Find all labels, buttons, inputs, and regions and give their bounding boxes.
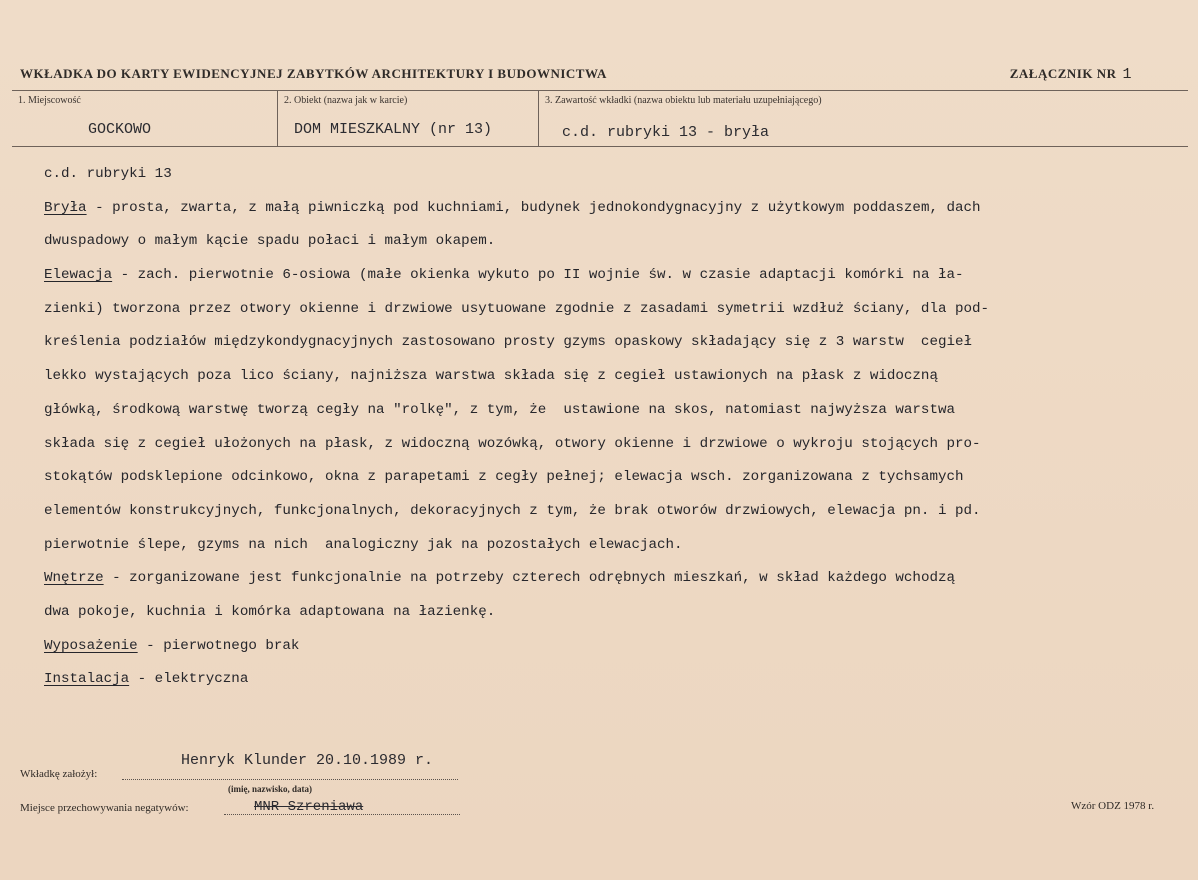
header-rule-top	[12, 90, 1188, 91]
object-value: DOM MIESZKALNY (nr 13)	[294, 121, 493, 138]
description-line	[44, 663, 1174, 697]
annex-label-text: ZAŁĄCZNIK NR	[1009, 66, 1117, 81]
description-line	[44, 529, 1174, 563]
line-text: stokątów podsklepione odcinkowo, okna z parapetami z cegły pełnej; elewacja wsch. zorganizowana z tychsamych	[44, 469, 964, 486]
line-text: składa się z cegieł ułożonych na płask, z widoczną wozówką, otwory okienne i drzwiowe o wykroju stojących pro-	[44, 435, 981, 452]
description-line	[44, 630, 1174, 664]
description-line	[44, 596, 1174, 630]
description-line	[44, 428, 1174, 462]
description-line	[44, 562, 1174, 596]
description-line	[44, 360, 1174, 394]
content-value: c.d. rubryki 13 - bryła	[562, 124, 770, 141]
place-label: 1. Miejscowość	[18, 95, 81, 106]
line-text: - zorganizowane jest funkcjonalnie na potrzeby czterech odrębnych mieszkań, w skład każdego wchodzą	[103, 570, 955, 587]
founder-value: Henryk Klunder 20.10.1989 r.	[181, 752, 434, 769]
description-line	[44, 495, 1174, 529]
field-divider-2	[538, 91, 539, 146]
description-text	[44, 158, 1174, 697]
section-heading: Elewacja	[44, 267, 113, 284]
line-text: elementów konstrukcyjnych, funkcjonalnych, dekoracyjnych z tym, że brak otworów drzwiowych, elewacja pn. i pd.	[44, 502, 981, 519]
section-heading: Wyposażenie	[44, 637, 138, 654]
section-heading: Wnętrze	[44, 570, 104, 587]
line-text: - elektryczna	[129, 671, 249, 688]
description-line	[44, 259, 1174, 293]
line-text: dwa pokoje, kuchnia i komórka adaptowana na łazienkę.	[44, 603, 496, 620]
line-text: lekko wystających poza lico ściany, najniższa warstwa składa się z cegieł ustawionych na płask z widoczną	[44, 368, 938, 385]
content-label: 3. Zawartość wkładki (nazwa obiektu lub materiału uzupełniającego)	[545, 95, 822, 106]
section-heading: Bryła	[44, 199, 87, 216]
negatives-label: Miejsce przechowywania negatywów:	[20, 802, 189, 814]
field-divider-1	[277, 91, 278, 146]
line-text: - zach. pierwotnie 6-osiowa (małe okienka wykuto po II wojnie św. w czasie adaptacji komórki na ła-	[112, 267, 964, 284]
annex-number: 1	[1122, 66, 1132, 83]
section-heading: Instalacja	[44, 671, 130, 688]
founder-dotted-line	[122, 779, 458, 780]
place-value: GOCKOWO	[88, 121, 152, 138]
line-text: zienki) tworzona przez otwory okienne i drzwiowe usytuowane zgodnie z zasadami symetrii wzdłuż ściany, dla pod-	[44, 300, 990, 317]
description-line	[44, 461, 1174, 495]
header-rule-bottom	[12, 146, 1188, 147]
line-text: c.d. rubryki 13	[44, 166, 172, 182]
line-text: - prosta, zwarta, z małą piwniczką pod kuchniami, budynek jednokondygnacyjny z użytkowym poddaszem, dach	[86, 199, 981, 216]
description-line	[44, 158, 1174, 192]
founder-hint: (imię, nazwisko, data)	[228, 784, 312, 794]
negatives-value: MNR Szreniawa	[254, 799, 364, 815]
line-text: kreślenia podziałów międzykondygnacyjnych zastosowano prosty gzyms opaskowy składający się z 3 warstw cegieł	[44, 334, 973, 351]
line-text: - pierwotnego brak	[137, 637, 300, 654]
description-line	[44, 293, 1174, 327]
description-line	[44, 326, 1174, 360]
line-text: pierwotnie ślepe, gzyms na nich analogiczny jak na pozostałych elewacjach.	[44, 536, 683, 553]
line-text: główką, środkową warstwę tworzą cegły na "rolkę", z tym, że ustawione na skos, natomiast najwyższa warstwa	[44, 401, 955, 418]
description-line	[44, 225, 1174, 259]
form-reference: Wzór ODZ 1978 r.	[1071, 800, 1155, 812]
object-label: 2. Obiekt (nazwa jak w karcie)	[284, 95, 408, 106]
annex-label	[1010, 66, 1132, 83]
description-line	[44, 192, 1174, 226]
description-line	[44, 394, 1174, 428]
founder-label: Wkładkę założył:	[20, 768, 98, 780]
card-title: WKŁADKA DO KARTY EWIDENCYJNEJ ZABYTKÓW ARCHITEKTURY I BUDOWNICTWA	[20, 66, 607, 81]
line-text: dwuspadowy o małym kącie spadu połaci i małym okapem.	[44, 233, 496, 250]
